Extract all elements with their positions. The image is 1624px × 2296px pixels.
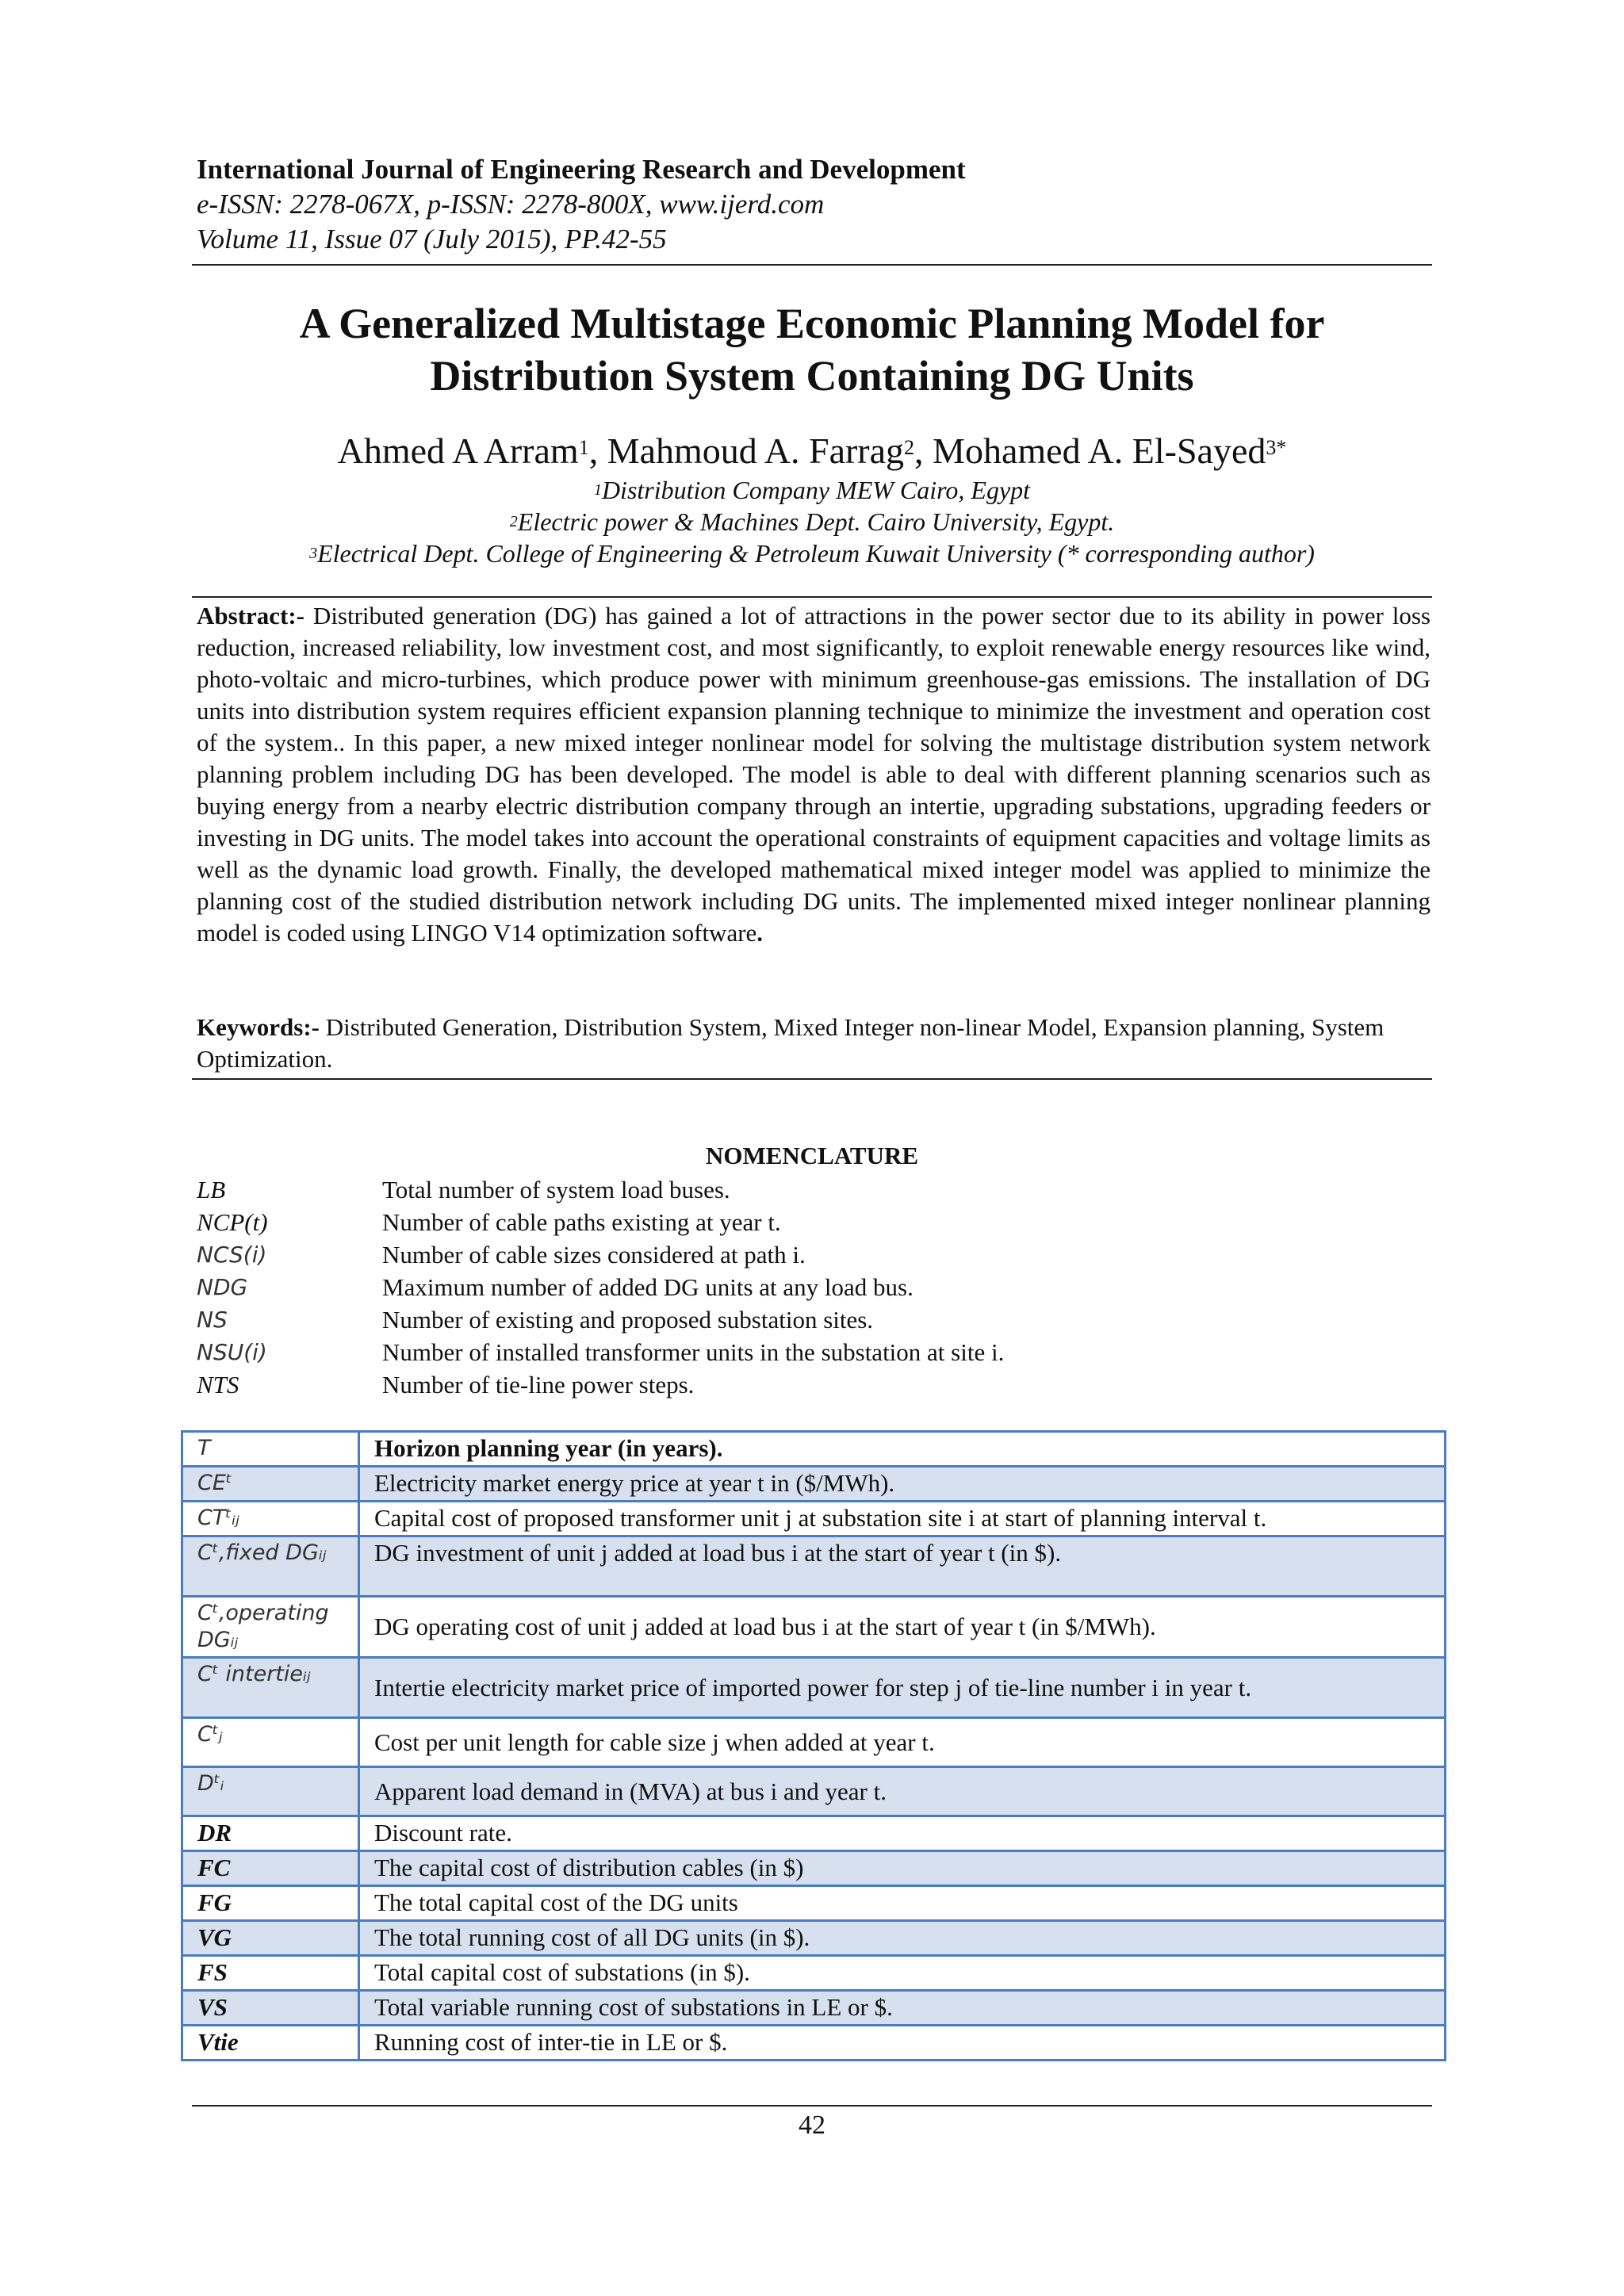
affiliation-text: Electric power & Machines Dept. Cairo University, Egypt. [517,507,1115,536]
table-symbol: VS [182,1991,359,2026]
journal-name: International Journal of Engineering Research and Development [197,154,966,185]
keywords-bottom-rule [192,1078,1432,1080]
nomenclature-item [197,1173,1004,1206]
keywords-label: Keywords:- [197,1013,320,1041]
abstract-text: Distributed generation (DG) has gained a lot of attractions in the power sector due to its ability in power loss reduction, increased reliability, low investment cost, and most significantly, to exploit renewable energy resources like wind, photo-voltaic and micro-turbines, which produce power with minimum greenhouse-gas emissions. The installation of DG units into distribution system requires efficient expansion planning technique to minimize the investment and operation cost of the system.. In this paper, a new mixed integer nonlinear model for solving the multistage distribution system network planning problem including DG has been developed. The model is able to deal with different planning scenarios such as buying energy from a nearby electric distribution company through an intertie, upgrading substations, upgrading feeders or investing in DG units. The model takes into account the operational constraints of equipment capacities and voltage limits as well as the dynamic load growth. Finally, the developed mathematical mixed integer model was applied to minimize the planning cost of the studied distribution network including DG units. The implemented mixed integer nonlinear planning model is coded using LINGO V14 optimization software [197,602,1431,947]
table-row [182,1536,1446,1597]
table-symbol: T [182,1432,359,1467]
table-description: Horizon planning year (in years). [359,1432,1446,1467]
affiliation-text: Electrical Dept. College of Engineering & Petroleum Kuwait University (* corresponding author) [317,539,1315,568]
author-name: , Mohamed A. El-Sayed [914,430,1266,471]
affiliation-sup: 1 [593,481,602,499]
table-row [182,1467,1446,1502]
nom-symbol: NTS [197,1371,239,1399]
table-symbol: FC [182,1851,359,1886]
table-description: Total variable running cost of substations in LE or $. [359,1991,1446,2026]
table-description: Intertie electricity market price of imported power for step j of tie-line number i in year t. [359,1658,1446,1718]
table-row [182,1658,1446,1718]
table-symbol: Dᵗᵢ [182,1767,359,1816]
nom-symbol: NDG [197,1274,248,1300]
table-row [182,1921,1446,1956]
author-list [192,429,1432,473]
nom-symbol: NCP(t) [197,1208,268,1236]
table-description: Electricity market energy price at year t in ($/MWh). [359,1467,1446,1502]
table-symbol: CTᵗᵢⱼ [182,1502,359,1536]
table-description: Apparent load demand in (MVA) at bus i and year t. [359,1767,1446,1816]
nom-symbol: NS [197,1307,228,1333]
table-symbol: DR [182,1816,359,1851]
abstract-top-rule [192,596,1432,598]
table-row [182,1991,1446,2026]
author-sup: 3* [1266,436,1287,459]
nom-description: Number of installed transformer units in the substation at site i. [382,1338,1005,1366]
page-number: 42 [799,2110,825,2140]
nom-description: Number of tie-line power steps. [382,1371,695,1399]
table-row [182,1886,1446,1921]
author-sup: 1 [578,436,589,459]
journal-header [197,152,966,257]
nomenclature-list [197,1173,1004,1401]
table-symbol: FS [182,1956,359,1991]
footer-rule [192,2105,1432,2107]
affiliation-text: Distribution Company MEW Cairo, Egypt [601,476,1031,504]
table-description: Discount rate. [359,1816,1446,1851]
table-description: The total running cost of all DG units (in $). [359,1921,1446,1956]
nomenclature-heading: NOMENCLATURE [705,1142,919,1169]
nom-description: Number of cable sizes considered at path i. [382,1241,806,1269]
author-sup: 2 [904,436,915,459]
table-description: The total capital cost of the DG units [359,1886,1446,1921]
nomenclature-item [197,1271,1004,1303]
affiliation-sup: 2 [509,513,518,530]
table-row [182,1597,1446,1658]
journal-issn: e-ISSN: 2278-067X, p-ISSN: 2278-800X, www.ijerd.com [197,189,825,220]
nom-symbol: NSU(i) [197,1339,267,1365]
table-description: DG operating cost of unit j added at load bus i at the start of year t (in $/MWh). [359,1597,1446,1658]
nomenclature-item [197,1238,1004,1271]
title-line-1: A Generalized Multistage Economic Planning Model for [299,300,1325,347]
nom-symbol: NCS(i) [197,1242,267,1268]
table-symbol: Cᵗ,fixed DGᵢⱼ [182,1536,359,1597]
table-symbol: Cᵗⱼ [182,1718,359,1767]
table-description: Cost per unit length for cable size j when added at year t. [359,1718,1446,1767]
author-name: , Mahmoud A. Farrag [588,430,905,471]
nomenclature-item [197,1303,1004,1336]
table-symbol: Cᵗ intertieᵢⱼ [182,1658,359,1718]
affiliation-sup: 3 [309,545,318,562]
abstract [197,600,1431,949]
table-row [182,1718,1446,1767]
nom-description: Total number of system load buses. [382,1176,730,1203]
table-symbol: CEᵗ [182,1467,359,1502]
table-description: Capital cost of proposed transformer unit j at substation site i at start of planning interval t. [359,1502,1446,1536]
nom-description: Number of existing and proposed substation sites. [382,1306,874,1334]
table-symbol: Vtie [182,2026,359,2061]
keywords [197,1012,1431,1075]
table-symbol: Cᵗ,operating DGᵢⱼ [182,1597,359,1658]
table-row [182,1816,1446,1851]
nomenclature-item [197,1368,1004,1401]
affiliation-3 [192,538,1432,569]
header-rule [192,264,1432,266]
abstract-label: Abstract:- [197,602,305,629]
nom-description: Number of cable paths existing at year t. [382,1208,781,1236]
nom-symbol: LB [197,1176,226,1203]
nomenclature-table [181,1430,1446,2061]
keywords-text: Distributed Generation, Distribution System, Mixed Integer non-linear Model, Expansion planning, System Optimization. [197,1013,1385,1073]
table-description: DG investment of unit j added at load bus i at the start of year t (in $). [359,1536,1446,1597]
table-symbol: VG [182,1921,359,1956]
table-row [182,1502,1446,1536]
nom-description: Maximum number of added DG units at any load bus. [382,1273,914,1301]
author-name: Ahmed A Arram [337,430,579,471]
table-row [182,1432,1446,1467]
paper-title [192,297,1432,402]
table-description: Total capital cost of substations (in $). [359,1956,1446,1991]
table-row [182,1767,1446,1816]
table-row [182,1956,1446,1991]
table-row [182,2026,1446,2061]
affiliation-2 [192,506,1432,538]
table-symbol: FG [182,1886,359,1921]
nomenclature-item [197,1336,1004,1368]
affiliation-1 [192,474,1432,506]
table-row [182,1851,1446,1886]
abstract-end: . [756,919,764,947]
table-description: The capital cost of distribution cables (in $) [359,1851,1446,1886]
table-description: Running cost of inter-tie in LE or $. [359,2026,1446,2061]
journal-volume: Volume 11, Issue 07 (July 2015), PP.42-55 [197,224,667,254]
nomenclature-item [197,1206,1004,1238]
title-line-2: Distribution System Containing DG Units [430,352,1194,400]
